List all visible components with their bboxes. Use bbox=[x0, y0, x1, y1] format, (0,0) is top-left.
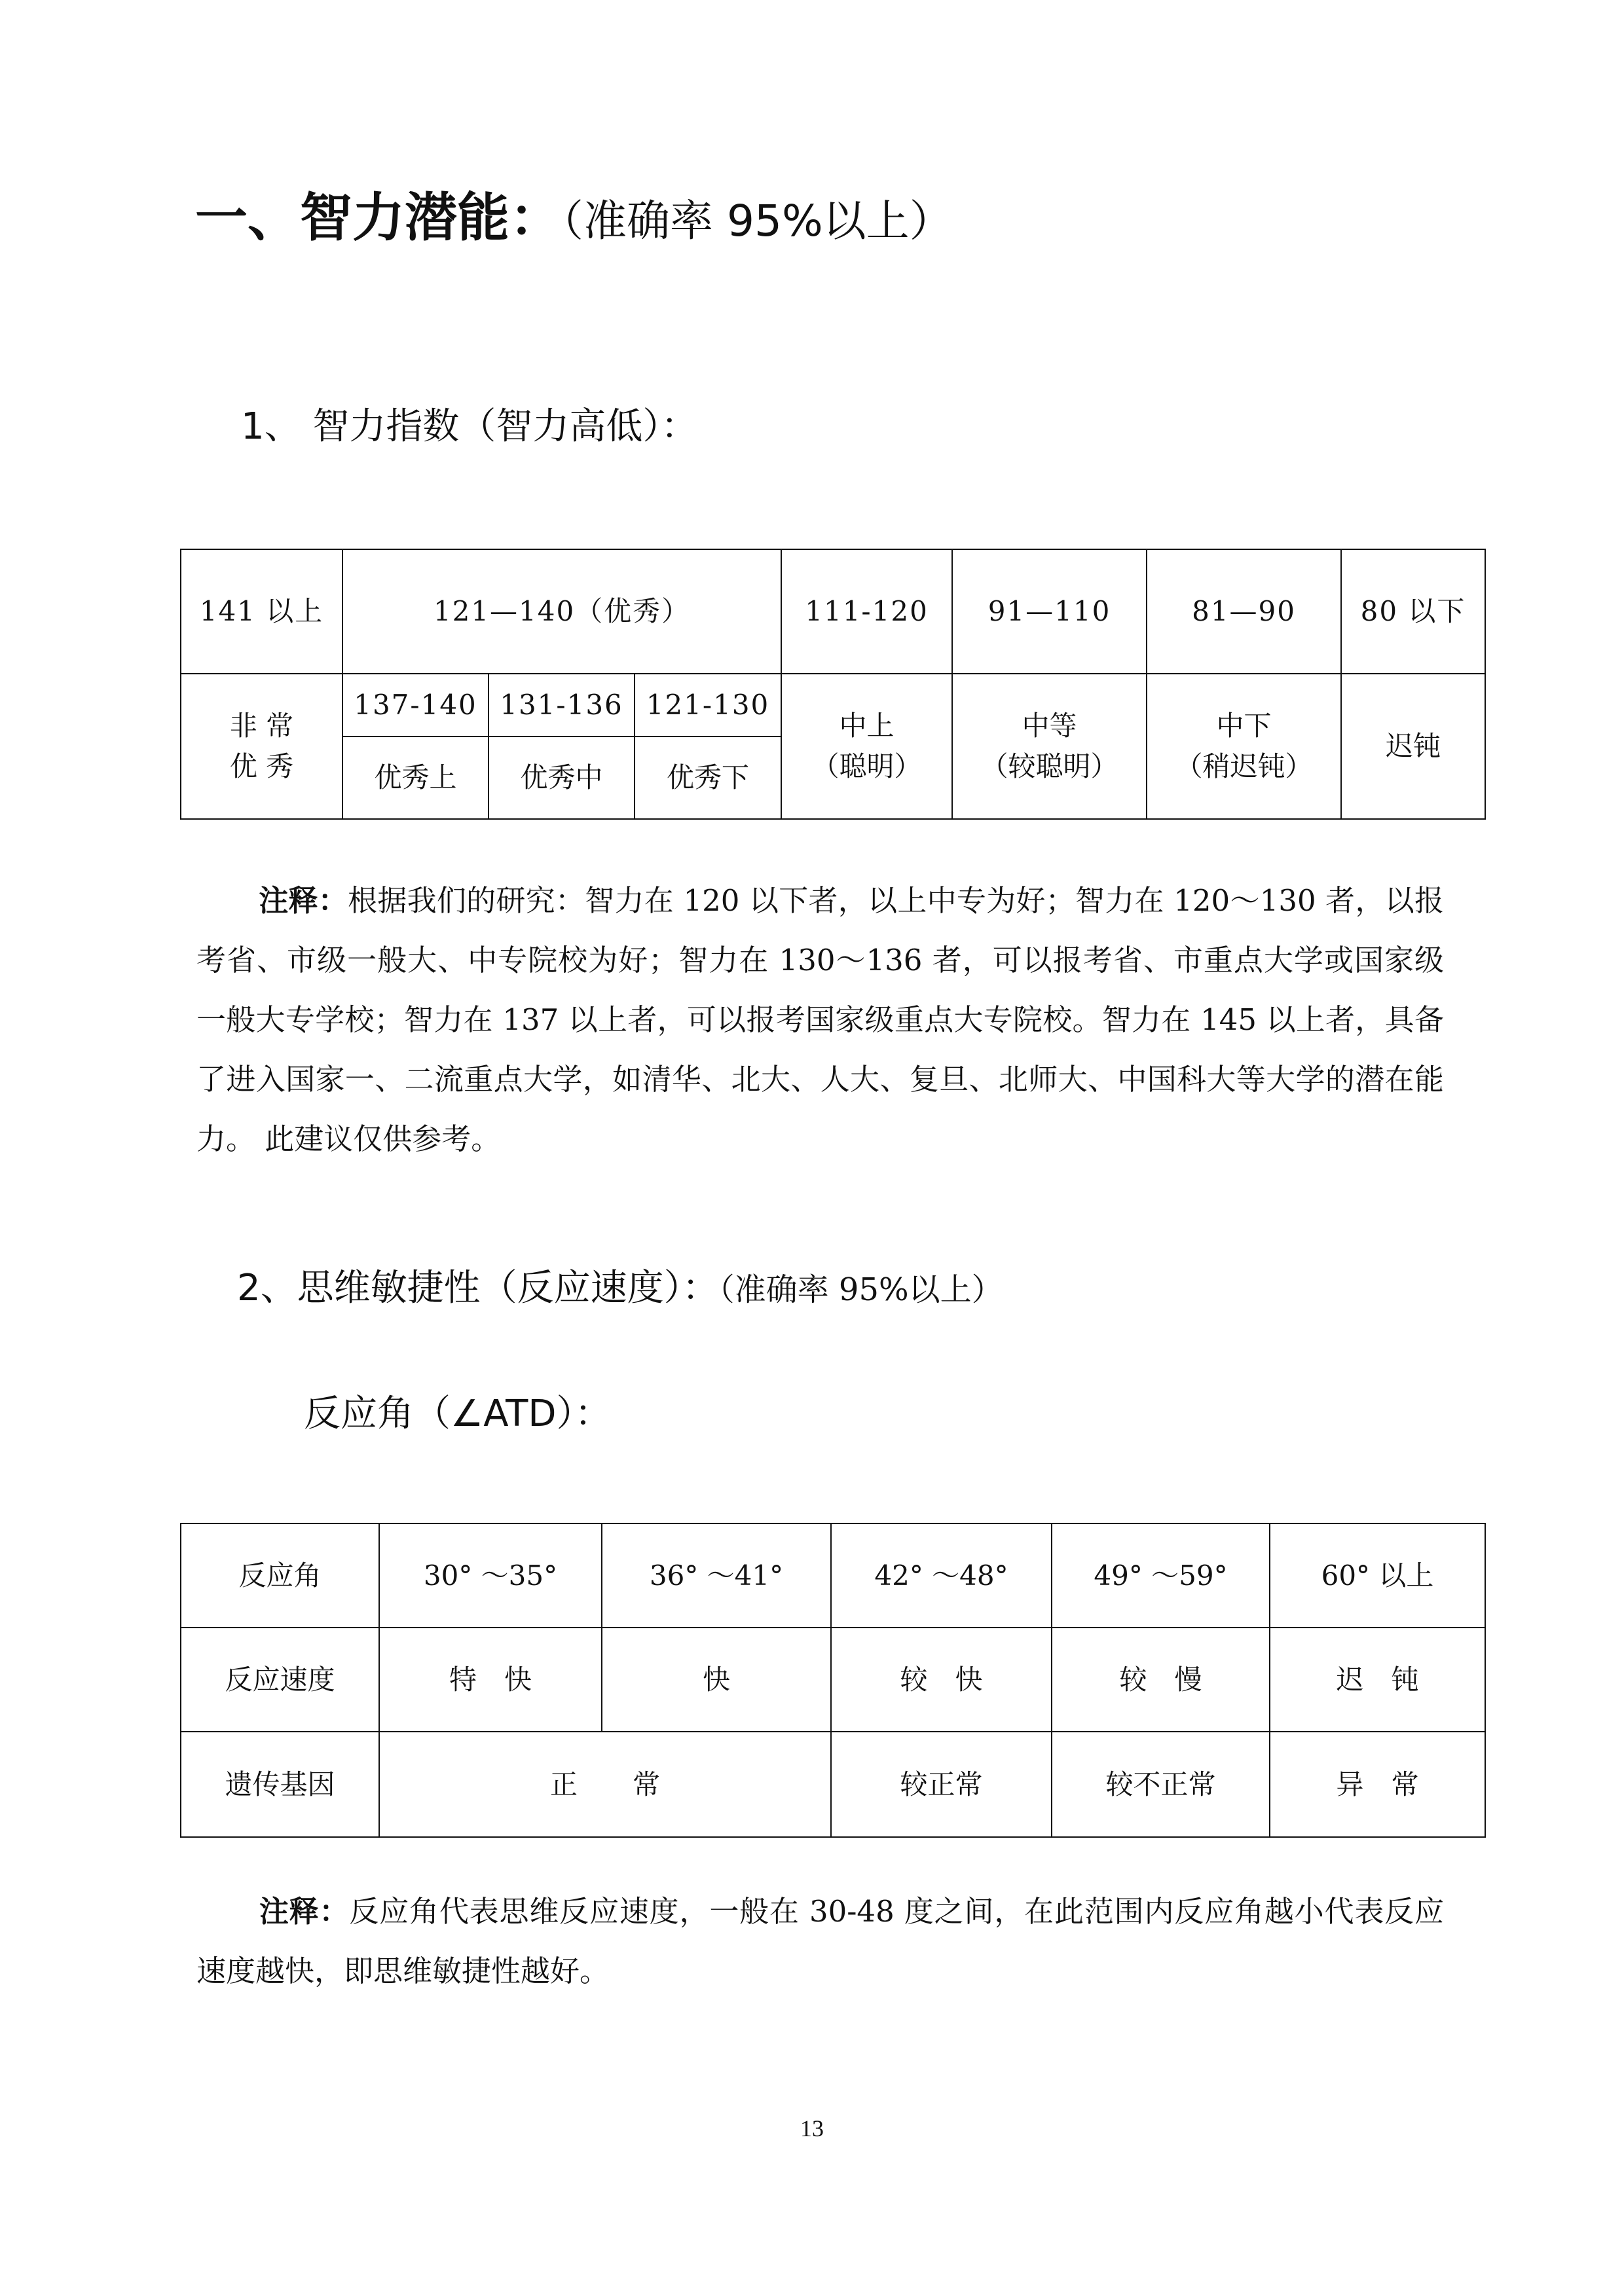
iq-note-body: 根据我们的研究：智力在 120 以下者，以上中专为好；智力在 120～130 者，以报考省、市级一般大、中专院校为好；智力在 130～136 者，可以报考省、市重点大学或国家级一般大专学校；智力在 137 以上者，可以报考国家级重点大专院校。智力在 145 以上者，具备了进入国家一、二流重点大学，如清华、北大、人大、复旦、北师大、中国科大等大学的潜在能力。 此建议仅供参考。 bbox=[196, 883, 1444, 1156]
iq-sublevel-cell: 优秀中 bbox=[489, 737, 635, 819]
reaction-gene-cell: 正 常 bbox=[379, 1732, 831, 1837]
iq-note-lead: 注释： bbox=[259, 883, 348, 918]
reaction-table bbox=[180, 1523, 1486, 1838]
reaction-angle-cell: 60° 以上 bbox=[1270, 1523, 1485, 1628]
reaction-row-label: 遗传基因 bbox=[181, 1732, 379, 1837]
iq-table bbox=[180, 549, 1486, 820]
reaction-speed-cell: 迟 钝 bbox=[1270, 1628, 1485, 1732]
section-title-text: 一、智力潜能： bbox=[195, 187, 562, 248]
iq-subrange-cell: 131-136 bbox=[489, 674, 635, 737]
reaction-note-lead: 注释： bbox=[259, 1894, 350, 1929]
reaction-speed-cell: 较 慢 bbox=[1052, 1628, 1270, 1732]
iq-level-line: 中上 bbox=[839, 710, 895, 742]
reaction-gene-cell: 异 常 bbox=[1270, 1732, 1485, 1837]
section-accuracy: （准确率 95%以上） bbox=[562, 196, 953, 246]
iq-level-line: （稍迟钝） bbox=[1175, 750, 1313, 782]
reaction-gene-cell: 较不正常 bbox=[1052, 1732, 1270, 1837]
reaction-speed-cell: 较 快 bbox=[831, 1628, 1052, 1732]
iq-heading: 1、 智力指数（智力高低）： bbox=[241, 405, 698, 448]
iq-range-cell: 80 以下 bbox=[1341, 549, 1485, 674]
iq-level-line: 非 常 bbox=[229, 710, 294, 742]
reaction-angle-cell: 42° ～48° bbox=[831, 1523, 1052, 1628]
page-number: 13 bbox=[800, 2115, 824, 2141]
iq-range-cell: 121—140（优秀） bbox=[342, 549, 781, 674]
iq-sublevel-cell: 优秀上 bbox=[342, 737, 489, 819]
thinking-heading-text: 2、思维敏捷性（反应速度）： bbox=[237, 1267, 719, 1309]
iq-subrange-cell: 121-130 bbox=[635, 674, 781, 737]
reaction-gene-row bbox=[181, 1732, 1485, 1837]
iq-range-cell: 91—110 bbox=[952, 549, 1147, 674]
reaction-speed-cell: 特 快 bbox=[379, 1628, 602, 1732]
iq-level-cell bbox=[952, 674, 1147, 819]
reaction-row-label: 反应角 bbox=[181, 1523, 379, 1628]
iq-level-line: （聪明） bbox=[811, 750, 922, 782]
reaction-angle-cell: 49° ～59° bbox=[1052, 1523, 1270, 1628]
reaction-angle-cell: 30° ～35° bbox=[379, 1523, 602, 1628]
reaction-speed-cell: 快 bbox=[602, 1628, 831, 1732]
iq-level-line: （较聪明） bbox=[980, 750, 1118, 782]
angle-heading: 反应角（∠ATD）： bbox=[304, 1393, 612, 1435]
iq-level-line: 优 秀 bbox=[229, 750, 294, 782]
thinking-heading bbox=[237, 1262, 1003, 1316]
reaction-note bbox=[196, 1882, 1444, 2001]
reaction-gene-cell: 较正常 bbox=[831, 1732, 1052, 1837]
reaction-speed-row bbox=[181, 1628, 1485, 1732]
reaction-angle-row bbox=[181, 1523, 1485, 1628]
reaction-row-label: 反应速度 bbox=[181, 1628, 379, 1732]
iq-level-cell bbox=[1147, 674, 1341, 819]
iq-subrange-cell: 137-140 bbox=[342, 674, 489, 737]
iq-range-row bbox=[181, 549, 1485, 674]
iq-level-line: 中等 bbox=[1022, 710, 1077, 742]
reaction-note-body: 反应角代表思维反应速度，一般在 30-48 度之间，在此范围内反应角越小代表反应速度越快，即思维敏捷性越好。 bbox=[196, 1894, 1444, 1988]
iq-range-cell: 111-120 bbox=[781, 549, 952, 674]
thinking-accuracy: （准确率 95%以上） bbox=[718, 1271, 1003, 1308]
reaction-angle-cell: 36° ～41° bbox=[602, 1523, 831, 1628]
iq-level-cell: 迟钝 bbox=[1341, 674, 1485, 819]
iq-level-cell bbox=[181, 674, 342, 819]
iq-level-cell bbox=[781, 674, 952, 819]
iq-level-line: 中下 bbox=[1216, 710, 1272, 742]
iq-sublevel-cell: 优秀下 bbox=[635, 737, 781, 819]
iq-subrange-row bbox=[181, 674, 1485, 737]
iq-note bbox=[196, 871, 1444, 1169]
iq-range-cell: 141 以上 bbox=[181, 549, 342, 674]
section-title bbox=[195, 182, 953, 257]
iq-range-cell: 81—90 bbox=[1147, 549, 1341, 674]
